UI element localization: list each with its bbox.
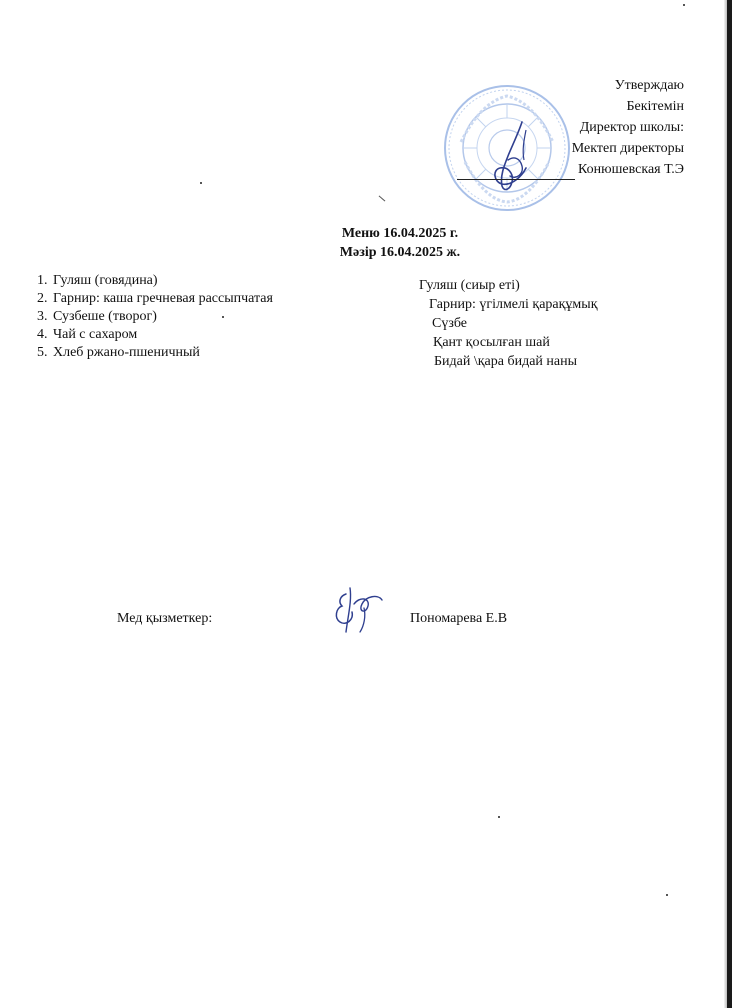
menu-title-kz: Мәзір 16.04.2025 ж.: [339, 245, 461, 260]
approval-line-ru: Утверждаю: [614, 78, 684, 93]
medical-signature-icon: [330, 586, 390, 636]
menu-item-kz: Гуляш (сиыр еті): [419, 278, 520, 293]
menu-item-kz: Гарнир: үгілмелі қарақұмық: [429, 297, 598, 312]
menu-item-ru: 2. Гарнир: каша гречневая рассыпчатая: [37, 291, 273, 306]
scan-speck: [222, 316, 224, 318]
menu-list-ru: [37, 272, 273, 362]
menu-item-kz: Бидай \қара бидай наны: [434, 354, 578, 369]
signature-line: [457, 164, 575, 180]
director-signature-row: [457, 159, 684, 180]
medical-staff-label: Мед қызметкер:: [117, 611, 213, 626]
menu-item-kz: Сүзбе: [432, 316, 468, 331]
scan-speck: [498, 816, 500, 818]
scan-speck: [379, 196, 386, 202]
scan-speck: [200, 182, 202, 184]
approval-block: [457, 75, 684, 180]
medical-staff-name: Пономарева Е.В: [410, 611, 508, 626]
menu-item-ru: 3. Сузбеше (творог): [37, 309, 157, 324]
menu-item-ru: 5. Хлеб ржано-пшеничный: [37, 345, 200, 360]
approval-line-kz: Бекітемін: [626, 99, 684, 114]
menu-item-ru: 1. Гуляш (говядина): [37, 273, 158, 288]
director-name: Конюшевская Т.Э: [578, 162, 684, 177]
scan-speck: [683, 4, 685, 6]
menu-item-kz: Қант қосылған шай: [433, 335, 550, 350]
director-title-kz: Мектеп директоры: [571, 141, 684, 156]
menu-item-ru: 4. Чай с сахаром: [37, 327, 138, 342]
menu-title-ru: Меню 16.04.2025 г.: [341, 226, 459, 241]
director-title-ru: Директор школы:: [579, 120, 684, 135]
menu-list-kz: [417, 276, 598, 371]
scan-speck: [666, 894, 668, 896]
scan-edge: [727, 0, 732, 1008]
